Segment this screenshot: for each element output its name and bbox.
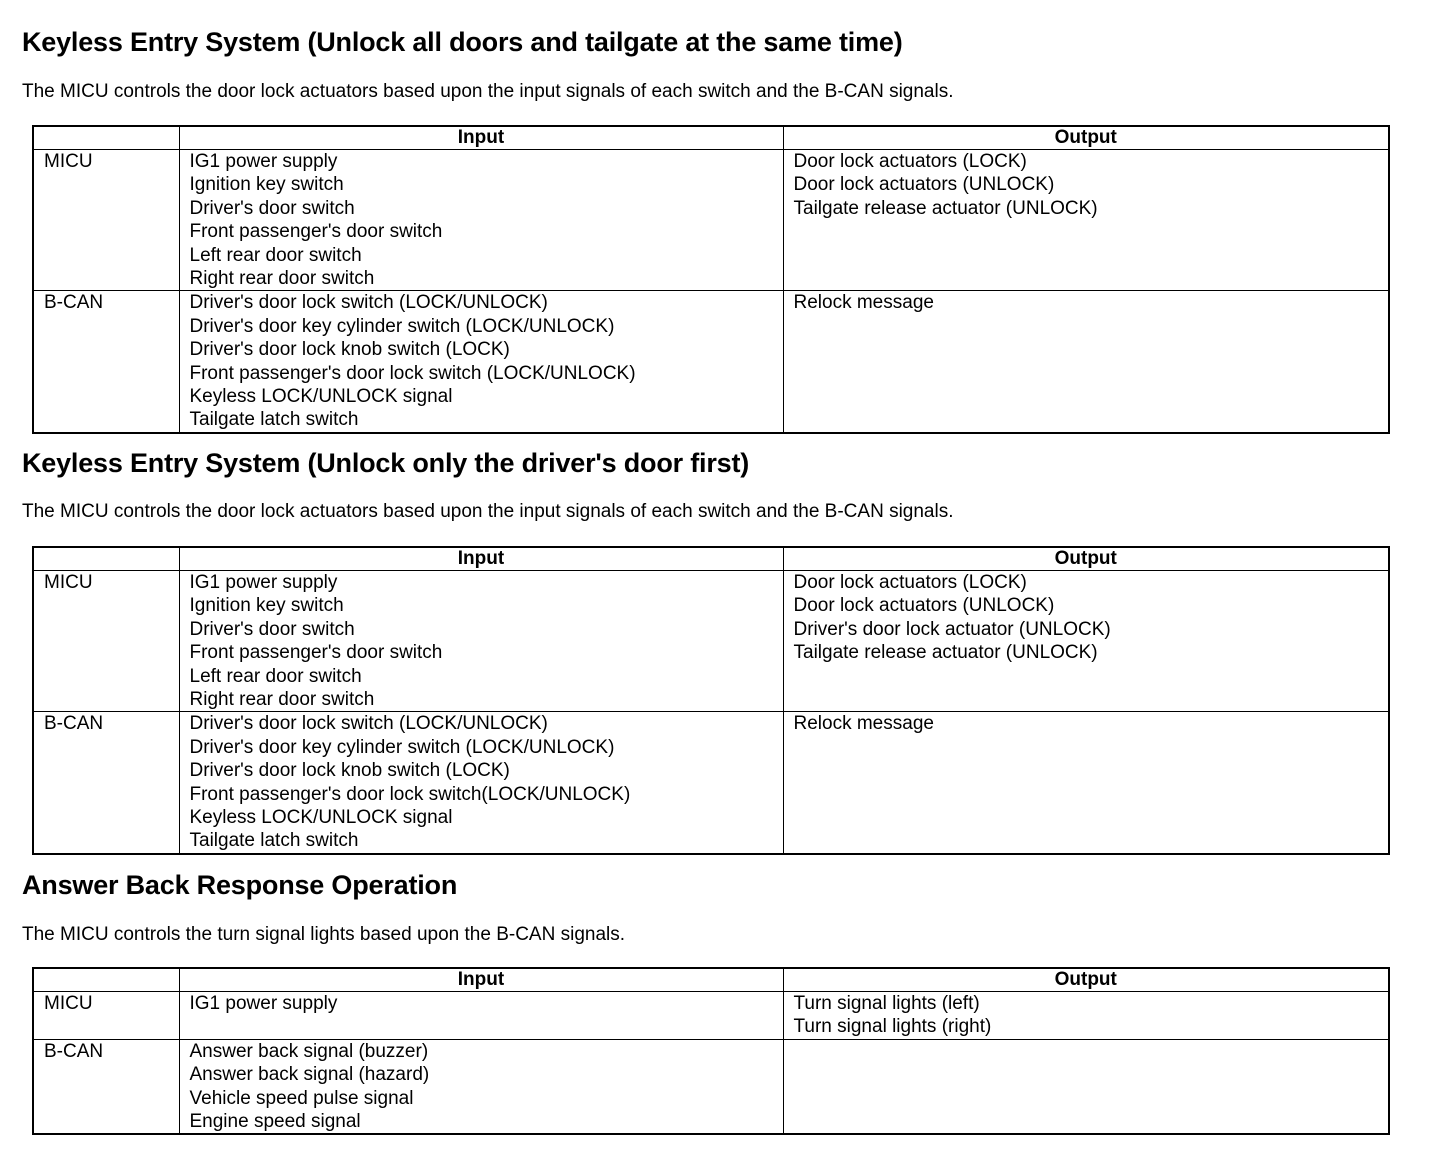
input-item: IG1 power supply [189, 151, 338, 172]
input-item: Left rear door switch [189, 244, 362, 266]
table-row [33, 291, 1389, 433]
input-item: IG1 power supply [189, 993, 338, 1014]
input-item: Keyless LOCK/UNLOCK signal [189, 386, 453, 408]
row-label: B-CAN [33, 291, 179, 433]
output-item: Turn signal lights (left) [793, 993, 980, 1014]
input-item: Engine speed signal [189, 1111, 361, 1133]
output-item: Relock message [793, 292, 934, 314]
table-row [33, 992, 1389, 1040]
output-item: Relock message [793, 713, 934, 735]
input-item: Tailgate latch switch [189, 409, 359, 431]
input-item: Front passenger's door switch [189, 221, 443, 243]
input-item: Front passenger's door lock switch (LOCK/UNLOCK) [189, 362, 636, 384]
input-cell [179, 712, 783, 854]
input-item: Front passenger's door lock switch(LOCK/UNLOCK) [189, 783, 631, 805]
section-description: The MICU controls the door lock actuators based upon the input signals of each switch and the B-CAN signals. [22, 81, 954, 102]
input-item: Ignition key switch [189, 595, 344, 617]
input-cell [179, 571, 783, 712]
table-header-row [33, 126, 1389, 150]
header-output: Output [783, 547, 1389, 571]
header-input: Input [179, 547, 783, 571]
output-item: Door lock actuators (LOCK) [793, 151, 1027, 172]
input-item: Vehicle speed pulse signal [189, 1087, 414, 1109]
section-description: The MICU controls the turn signal lights based upon the B-CAN signals. [22, 924, 626, 945]
input-item: Right rear door switch [189, 268, 375, 290]
header-blank [33, 547, 179, 571]
table-row [33, 571, 1389, 712]
output-cell [783, 291, 1389, 433]
row-label: B-CAN [33, 712, 179, 854]
row-label: MICU [33, 571, 179, 712]
header-blank [33, 126, 179, 150]
table-row [33, 712, 1389, 854]
output-item: Door lock actuators (UNLOCK) [793, 595, 1055, 617]
input-cell [179, 291, 783, 433]
output-item: Turn signal lights (right) [793, 1016, 992, 1038]
input-item: Driver's door lock knob switch (LOCK) [189, 339, 510, 361]
io-table [32, 967, 1390, 1135]
header-output: Output [783, 968, 1389, 992]
input-item: Right rear door switch [189, 689, 375, 711]
input-cell [179, 992, 783, 1040]
output-item: Door lock actuators (LOCK) [793, 572, 1027, 593]
section-title: Keyless Entry System (Unlock only the driver's door first) [22, 448, 750, 478]
io-table [32, 125, 1390, 434]
output-item: Tailgate release actuator (UNLOCK) [793, 197, 1098, 219]
row-label: MICU [33, 992, 179, 1040]
table-row [33, 1039, 1389, 1134]
input-item: Front passenger's door switch [189, 642, 443, 664]
section-description: The MICU controls the door lock actuators based upon the input signals of each switch and the B-CAN signals. [22, 501, 954, 522]
section-title: Answer Back Response Operation [22, 870, 458, 900]
input-item: Driver's door switch [189, 618, 355, 640]
input-cell [179, 1039, 783, 1134]
output-item: Tailgate release actuator (UNLOCK) [793, 642, 1098, 664]
output-item: Driver's door lock actuator (UNLOCK) [793, 618, 1111, 640]
input-item: Left rear door switch [189, 665, 362, 687]
input-item: Keyless LOCK/UNLOCK signal [189, 807, 453, 829]
header-output: Output [783, 126, 1389, 150]
header-blank [33, 968, 179, 992]
io-table [32, 546, 1390, 855]
row-label: B-CAN [33, 1039, 179, 1134]
row-label: MICU [33, 150, 179, 291]
table-header-row [33, 968, 1389, 992]
input-item: Answer back signal (buzzer) [189, 1040, 429, 1062]
output-cell [783, 712, 1389, 854]
table-header-row [33, 547, 1389, 571]
input-item: Driver's door lock switch (LOCK/UNLOCK) [189, 713, 548, 735]
output-cell [783, 1039, 1389, 1134]
input-item: Ignition key switch [189, 174, 344, 196]
output-item: Door lock actuators (UNLOCK) [793, 174, 1055, 196]
output-cell [783, 992, 1389, 1040]
header-input: Input [179, 126, 783, 150]
input-item: Driver's door switch [189, 197, 355, 219]
input-item: Driver's door lock knob switch (LOCK) [189, 760, 510, 782]
input-item: Driver's door lock switch (LOCK/UNLOCK) [189, 292, 548, 314]
input-item: IG1 power supply [189, 572, 338, 593]
input-item: Driver's door key cylinder switch (LOCK/UNLOCK) [189, 315, 615, 337]
output-cell [783, 150, 1389, 291]
input-item: Answer back signal (hazard) [189, 1064, 430, 1086]
table-row [33, 150, 1389, 291]
input-item: Driver's door key cylinder switch (LOCK/UNLOCK) [189, 736, 615, 758]
input-cell [179, 150, 783, 291]
output-cell [783, 571, 1389, 712]
header-input: Input [179, 968, 783, 992]
section-title: Keyless Entry System (Unlock all doors and tailgate at the same time) [22, 27, 903, 57]
input-item: Tailgate latch switch [189, 830, 359, 852]
